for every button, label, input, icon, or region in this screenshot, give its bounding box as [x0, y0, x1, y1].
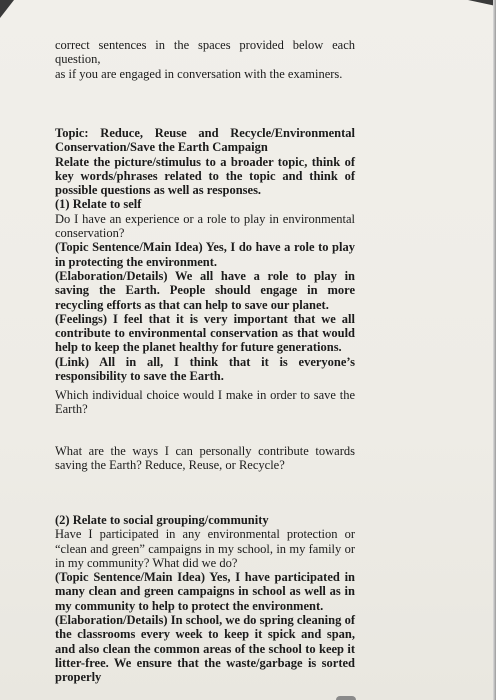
section-1-elaboration: (Elaboration/Details) We all have a role to play in saving the Earth. People should engage in more recycling efforts as that can help to save our planet. [55, 268, 355, 312]
section-2-question: Have I participated in any environmental protection or “clean and green” campaigns in my school, in my family or in my community? What did we do? [55, 527, 355, 570]
question-b: What are the ways I can personally contribute towards saving the Earth? Reduce, Reuse, or Recycle? [55, 444, 355, 473]
page-corner-shadow [0, 0, 14, 18]
intro-text [55, 38, 355, 81]
section-2-heading: (2) Relate to social grouping/community [55, 513, 269, 527]
topic-instruction: Relate the picture/stimulus to a broader topic, think of key words/phrases related to the topic and think of possible questions as well as responses. [55, 154, 355, 198]
section-1-topic-sentence: (Topic Sentence/Main Idea) Yes, I do have a role to play in protecting the environment. [55, 240, 355, 269]
page-corner-shadow-right [468, 0, 496, 6]
intro-line-2: as if you are engaged in conversation with the examiners. [55, 66, 343, 81]
section-1-question: Do I have an experience or a role to play in environmental conservation? [55, 211, 355, 241]
question-a: Which individual choice would I make in order to save the Earth? [55, 388, 355, 417]
section-2-elaboration: (Elaboration/Details) In school, we do spring cleaning of the classrooms every week to keep it spick and span, and also clean the common areas of the school to keep it litter-free. We ensure that the waste/garbage is sorted properly [55, 613, 355, 685]
section-2-topic-sentence: (Topic Sentence/Main Idea) Yes, I have participated in many clean and green campaigns in school as well as in my community to help to protect the environment. [55, 570, 355, 613]
intro-line-1: correct sentences in the spaces provided below each question, [55, 38, 355, 67]
section-self [55, 126, 355, 383]
section-1-link: (Link) All in all, I think that it is everyone’s responsibility to save the Earth. [55, 354, 355, 384]
scan-smudge [336, 696, 356, 700]
topic-title: Topic: Reduce, Reuse and Recycle/Environmental Conservation/Save the Earth Campaign [55, 126, 355, 155]
section-1-feelings: (Feelings) I feel that it is very important that we all contribute to environmental conservation as that would help to keep the planet healthy for future generations. [55, 311, 355, 355]
section-community [55, 513, 355, 685]
section-1-heading: (1) Relate to self [55, 197, 142, 212]
